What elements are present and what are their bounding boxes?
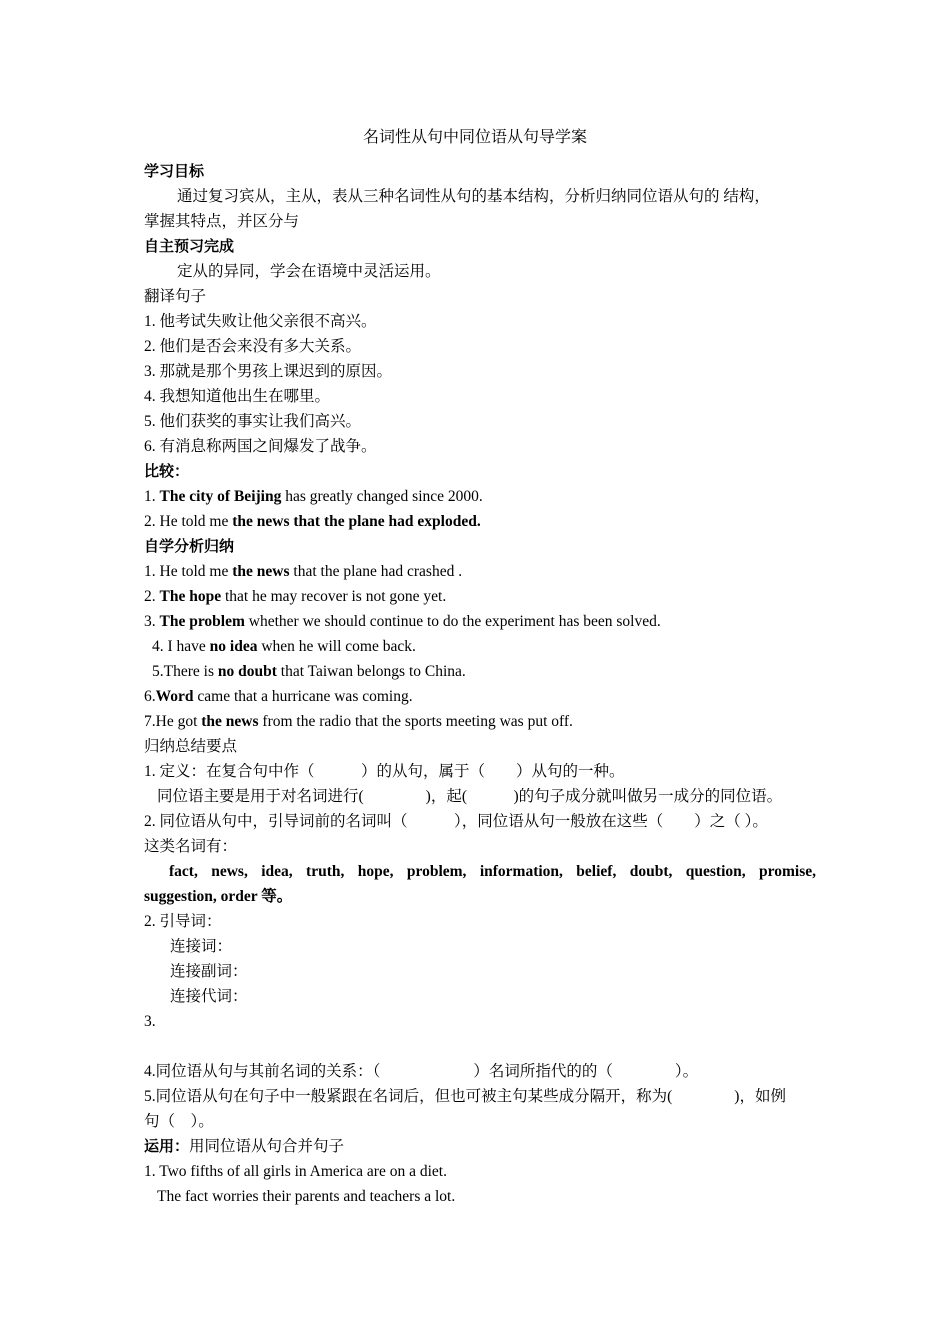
analysis-3-bold: The problem bbox=[159, 613, 245, 630]
summary-point-5: 4.同位语从句与其前名词的关系：（ ）名词所指代的的（ ）。 bbox=[144, 1063, 699, 1080]
summary-point-6a: 5.同位语从句在句子中一般紧跟在名词后，但也可被主句某些成分隔开，称为( )，如例 bbox=[144, 1088, 786, 1105]
analysis-2-bold: The hope bbox=[159, 588, 222, 605]
compare-sentence-1 bbox=[144, 484, 816, 509]
preview-text: 定从的异同，学会在语境中灵活运用。 bbox=[177, 263, 441, 280]
analysis-1-bold: the news bbox=[232, 563, 290, 580]
analysis-5-rest: that Taiwan belongs to China. bbox=[276, 663, 466, 680]
analysis-sentence-5 bbox=[144, 659, 816, 684]
analysis-3-rest: whether we should continue to do the experiment has been solved. bbox=[244, 613, 661, 630]
analysis-6-bold: Word bbox=[155, 688, 194, 705]
analysis-6-rest: came that a hurricane was coming. bbox=[193, 688, 413, 705]
summary-heading: 归纳总结要点 bbox=[144, 738, 238, 755]
nouns-list-line-2: suggestion, order 等。 bbox=[144, 888, 293, 905]
analysis-4-bold: no idea bbox=[209, 638, 258, 655]
analysis-7-rest: from the radio that the sports meeting was put off. bbox=[258, 713, 573, 730]
preview-heading: 自主预习完成 bbox=[144, 237, 235, 255]
analysis-5-pre: 5.There is bbox=[152, 663, 218, 680]
compare-heading: 比较： bbox=[144, 462, 190, 480]
translate-item-3: 3. 那就是那个男孩上课迟到的原因。 bbox=[144, 363, 393, 380]
apply-heading: 运用： bbox=[144, 1137, 190, 1155]
compare-2-pre: 2. He told me bbox=[144, 513, 233, 530]
translate-item-4: 4. 我想知道他出生在哪里。 bbox=[144, 388, 331, 405]
apply-line bbox=[144, 1134, 816, 1159]
objectives-text-2: 掌握其特点，并区分与 bbox=[144, 213, 300, 230]
translate-item-2: 2. 他们是否会来没有多大关系。 bbox=[144, 338, 362, 355]
compare-1-bold: The city of Beijing bbox=[159, 488, 282, 505]
conjunctive-pronoun-label: 连接代词： bbox=[170, 988, 248, 1005]
compare-1-num: 1. bbox=[144, 488, 160, 505]
apply-question-1a: 1. Two fifths of all girls in America are on a diet. bbox=[144, 1163, 447, 1180]
summary-point-2b: 这类名词有： bbox=[144, 838, 238, 855]
analysis-sentence-4 bbox=[144, 634, 816, 659]
analysis-7-bold: the news bbox=[201, 713, 259, 730]
summary-point-6b: 句（ ）。 bbox=[144, 1113, 214, 1130]
nouns-list-line-1: fact, news, idea, truth, hope, problem, information, belief, doubt, question, promise, bbox=[169, 863, 816, 880]
analysis-7-pre: 7.He got bbox=[144, 713, 202, 730]
apply-question-1b: The fact worries their parents and teachers a lot. bbox=[157, 1188, 456, 1205]
conjunction-label: 连接词： bbox=[170, 938, 233, 955]
conjunctive-adverb-label: 连接副词： bbox=[170, 963, 248, 980]
summary-point-2: 2. 同位语从句中，引导词前的名词叫（ ），同位语从句一般放在这些（ ）之（ ）。 bbox=[144, 813, 768, 830]
analysis-4-pre: 4. I have bbox=[152, 638, 210, 655]
analysis-3-num: 3. bbox=[144, 613, 160, 630]
objectives-text-1: 通过复习宾从，主从，表从三种名词性从句的基本结构，分析归纳同位语从句的 结构， bbox=[177, 188, 770, 205]
summary-point-1b: 同位语主要是用于对名词进行( )，起( )的句子成分就叫做另一成分的同位语。 bbox=[157, 788, 783, 805]
analysis-sentence-7 bbox=[144, 709, 816, 734]
translate-item-5: 5. 他们获奖的事实让我们高兴。 bbox=[144, 413, 362, 430]
analysis-4-rest: when he will come back. bbox=[257, 638, 416, 655]
document-body bbox=[144, 159, 816, 1209]
analysis-sentence-3 bbox=[144, 609, 816, 634]
compare-1-rest: has greatly changed since 2000. bbox=[281, 488, 483, 505]
analysis-sentence-6 bbox=[144, 684, 816, 709]
analysis-6-num: 6. bbox=[144, 688, 156, 705]
analysis-heading: 自学分析归纳 bbox=[144, 537, 235, 555]
objectives-heading: 学习目标 bbox=[144, 162, 205, 180]
analysis-1-rest: that the plane had crashed . bbox=[289, 563, 463, 580]
analysis-sentence-2 bbox=[144, 584, 816, 609]
translate-item-1: 1. 他考试失败让他父亲很不高兴。 bbox=[144, 313, 377, 330]
summary-point-1: 1. 定义：在复合句中作（ ）的从句，属于（ ）从句的一种。 bbox=[144, 763, 625, 780]
compare-sentence-2 bbox=[144, 509, 816, 534]
analysis-sentence-1 bbox=[144, 559, 816, 584]
analysis-5-bold: no doubt bbox=[217, 663, 277, 680]
summary-point-3: 2. 引导词： bbox=[144, 913, 222, 930]
blank-line bbox=[144, 1034, 816, 1059]
analysis-2-num: 2. bbox=[144, 588, 160, 605]
apply-text: 用同位语从句合并句子 bbox=[189, 1138, 345, 1155]
translate-item-6: 6. 有消息称两国之间爆发了战争。 bbox=[144, 438, 377, 455]
page-title: 名词性从句中同位语从句导学案 bbox=[362, 129, 587, 146]
translate-label: 翻译句子 bbox=[144, 288, 207, 305]
analysis-1-pre: 1. He told me bbox=[144, 563, 233, 580]
summary-point-4: 3. bbox=[144, 1013, 156, 1030]
compare-2-bold: the news that the plane had exploded. bbox=[232, 513, 481, 530]
analysis-2-rest: that he may recover is not gone yet. bbox=[221, 588, 447, 605]
